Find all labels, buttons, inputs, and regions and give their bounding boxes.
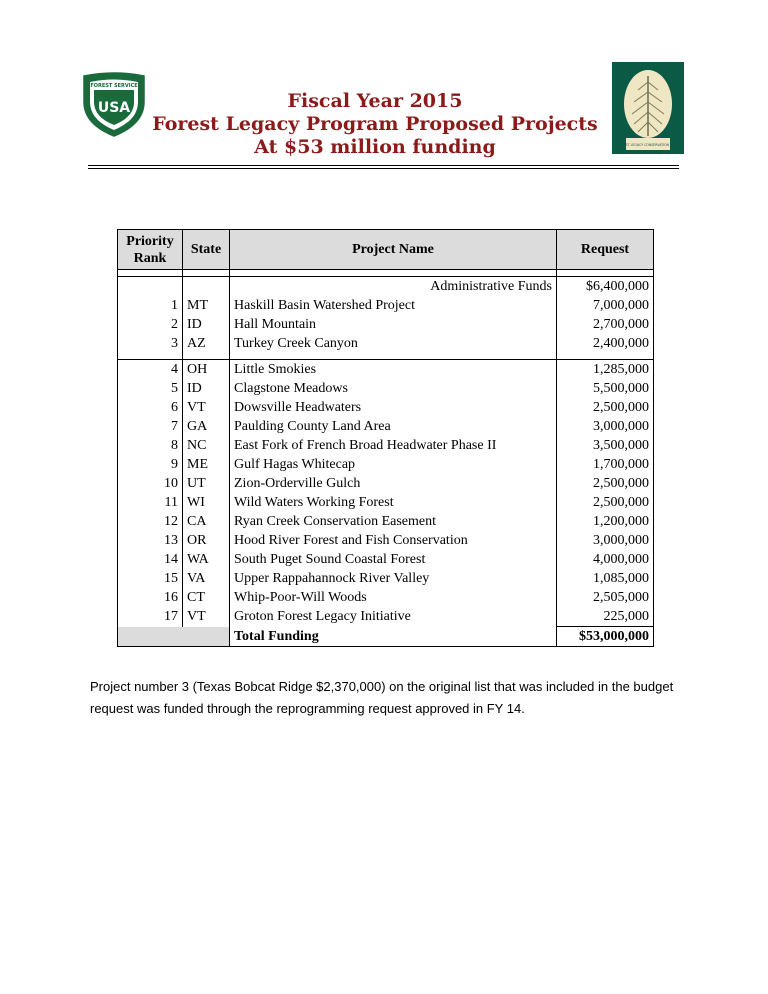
legacy-caption: FOREST LEGACY CONSERVATION LAND (617, 143, 679, 147)
project-name-cell: Hood River Forest and Fish Conservation (230, 531, 557, 550)
table-row (118, 512, 654, 531)
rank-cell: 15 (118, 569, 183, 588)
state-cell: UT (183, 474, 230, 493)
project-name-cell: Whip-Poor-Will Woods (230, 588, 557, 607)
table-row (118, 417, 654, 436)
title-rule (88, 165, 679, 166)
state-cell: CT (183, 588, 230, 607)
state-cell: CA (183, 512, 230, 531)
header-priority-rank: Priority Rank (118, 230, 183, 270)
forest-service-shield-logo (80, 72, 148, 138)
project-name-cell: Gulf Hagas Whitecap (230, 455, 557, 474)
rank-cell: 8 (118, 436, 183, 455)
table-row (118, 474, 654, 493)
request-cell: 2,700,000 (557, 315, 654, 334)
header-project-name: Project Name (230, 230, 557, 270)
total-label: Total Funding (230, 627, 557, 647)
state-cell: VT (183, 398, 230, 417)
request-cell: 3,500,000 (557, 436, 654, 455)
request-cell: 3,000,000 (557, 531, 654, 550)
projects-table (117, 229, 654, 647)
footnote: Project number 3 (Texas Bobcat Ridge $2,370,000) on the original list that was included in the budget request was funded through the reprogramming request approved in FY 14. (90, 679, 674, 716)
table-row (118, 569, 654, 588)
rank-cell: 17 (118, 607, 183, 627)
title-line-3: At $53 million funding (254, 136, 496, 158)
title-line-2: Forest Legacy Program Proposed Projects (152, 113, 598, 135)
rank-cell: 9 (118, 455, 183, 474)
request-cell: 7,000,000 (557, 296, 654, 315)
document-title (150, 90, 600, 159)
shield-letters: USA (97, 100, 131, 116)
table-body (118, 270, 654, 647)
project-name-cell: Zion-Orderville Gulch (230, 474, 557, 493)
total-value: $53,000,000 (557, 627, 654, 647)
header-request: Request (557, 230, 654, 270)
header-state: State (183, 230, 230, 270)
rank-cell: 10 (118, 474, 183, 493)
request-cell: 5,500,000 (557, 379, 654, 398)
request-cell: 2,500,000 (557, 398, 654, 417)
project-name-cell: Groton Forest Legacy Initiative (230, 607, 557, 627)
state-cell: MT (183, 296, 230, 315)
table-row (118, 315, 654, 334)
request-cell: 3,000,000 (557, 417, 654, 436)
title-line-1: Fiscal Year 2015 (287, 90, 463, 112)
project-name-cell: East Fork of French Broad Headwater Phase II (230, 436, 557, 455)
request-cell: 2,400,000 (557, 334, 654, 353)
state-cell: ID (183, 379, 230, 398)
project-name-cell: Hall Mountain (230, 315, 557, 334)
total-row (118, 627, 654, 647)
table-row (118, 493, 654, 512)
project-name-cell: Ryan Creek Conservation Easement (230, 512, 557, 531)
table-row (118, 531, 654, 550)
table-row (118, 398, 654, 417)
state-cell: ME (183, 455, 230, 474)
rank-cell: 4 (118, 360, 183, 380)
project-name-cell: Upper Rappahannock River Valley (230, 569, 557, 588)
request-cell: 2,505,000 (557, 588, 654, 607)
project-name-cell: Clagstone Meadows (230, 379, 557, 398)
rank-cell: 3 (118, 334, 183, 353)
forest-legacy-logo (612, 62, 684, 154)
state-cell: AZ (183, 334, 230, 353)
rank-cell: 2 (118, 315, 183, 334)
request-cell: 225,000 (557, 607, 654, 627)
table-row (118, 436, 654, 455)
state-cell: VT (183, 607, 230, 627)
table-row (118, 296, 654, 315)
admin-row (118, 277, 654, 297)
rank-cell: 5 (118, 379, 183, 398)
rank-cell: 14 (118, 550, 183, 569)
table-row (118, 588, 654, 607)
request-cell: 1,285,000 (557, 360, 654, 380)
table-row (118, 607, 654, 627)
project-name-cell: Dowsville Headwaters (230, 398, 557, 417)
state-cell: VA (183, 569, 230, 588)
rank-cell: 11 (118, 493, 183, 512)
state-cell: OR (183, 531, 230, 550)
state-cell: GA (183, 417, 230, 436)
table-row (118, 334, 654, 353)
project-name-cell: Wild Waters Working Forest (230, 493, 557, 512)
request-cell: 2,500,000 (557, 493, 654, 512)
state-cell: WI (183, 493, 230, 512)
rank-cell: 13 (118, 531, 183, 550)
table-row (118, 360, 654, 380)
state-cell: WA (183, 550, 230, 569)
rank-cell: 1 (118, 296, 183, 315)
project-name-cell: Paulding County Land Area (230, 417, 557, 436)
request-cell: 1,200,000 (557, 512, 654, 531)
table-row (118, 550, 654, 569)
table-row (118, 455, 654, 474)
request-cell: 1,085,000 (557, 569, 654, 588)
table-row (118, 379, 654, 398)
admin-request: $6,400,000 (557, 277, 654, 297)
table-header-row (118, 230, 654, 270)
title-rule-thin (88, 168, 679, 169)
state-cell: NC (183, 436, 230, 455)
request-cell: 4,000,000 (557, 550, 654, 569)
shield-top-text: FOREST SERVICE (90, 83, 138, 89)
state-cell: ID (183, 315, 230, 334)
rank-cell: 6 (118, 398, 183, 417)
project-name-cell: South Puget Sound Coastal Forest (230, 550, 557, 569)
project-name-cell: Turkey Creek Canyon (230, 334, 557, 353)
rank-cell: 16 (118, 588, 183, 607)
project-name-cell: Little Smokies (230, 360, 557, 380)
request-cell: 2,500,000 (557, 474, 654, 493)
state-cell: OH (183, 360, 230, 380)
rank-cell: 12 (118, 512, 183, 531)
admin-name: Administrative Funds (230, 277, 557, 297)
project-name-cell: Haskill Basin Watershed Project (230, 296, 557, 315)
rank-cell: 7 (118, 417, 183, 436)
request-cell: 1,700,000 (557, 455, 654, 474)
